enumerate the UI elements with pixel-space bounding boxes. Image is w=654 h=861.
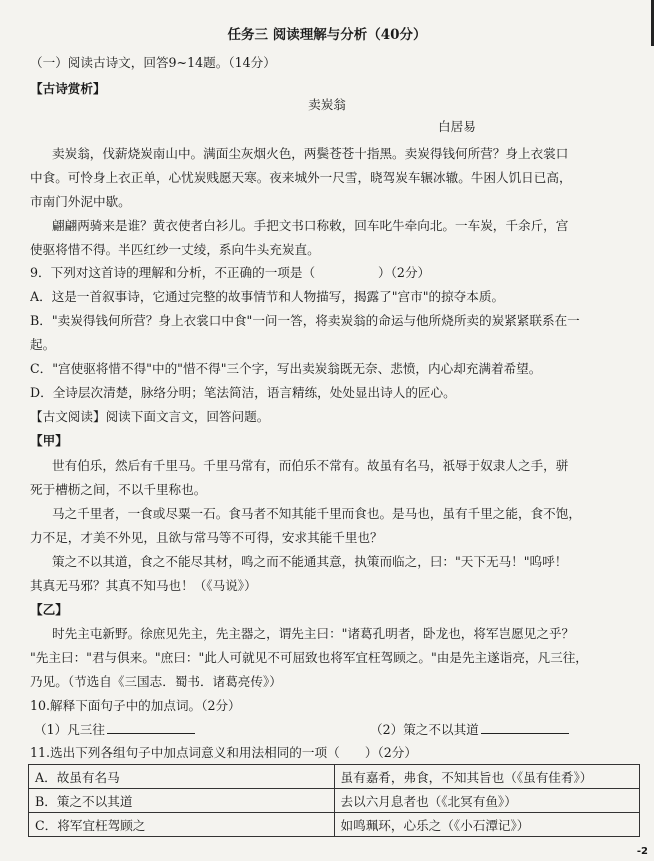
table-row bbox=[29, 789, 640, 813]
jia-tag: 【甲】 bbox=[30, 433, 68, 448]
poem-line: 卖炭翁，伐薪烧炭南山中。满面尘灰烟火色，两鬓苍苍十指黑。卖炭得钱何所营？身上衣裳口 bbox=[52, 146, 569, 161]
yi-tag: 【乙】 bbox=[30, 602, 68, 617]
q11-stem: 11.选出下列各组句子中加点词意义和用法相同的一项（ ）（2分） bbox=[30, 745, 417, 760]
task-title: 任务三 阅读理解与分析（40分） bbox=[227, 27, 427, 43]
q9-option-b: B．"卖炭得钱何所营？身上衣裳口中食"一问一答，将卖炭翁的命运与他所烧所卖的炭紧紧联系在一 bbox=[30, 313, 580, 328]
jia-line: 其真无马邪？其真不知马也！（《马说》） bbox=[30, 578, 257, 593]
table-row bbox=[29, 813, 640, 837]
prose-tag: 【古文阅读】阅读下面文言文，回答问题。 bbox=[30, 409, 270, 424]
q10-item-1-label: （1）凡三往 bbox=[34, 722, 105, 737]
q11-row-b-left: B．策之不以其道 bbox=[29, 789, 335, 813]
q9-option-a: A．这是一首叙事诗，它通过完整的故事情节和人物描写，揭露了"宫市"的掠夺本质。 bbox=[30, 289, 505, 304]
q9-option-b-cont: 起。 bbox=[30, 337, 56, 352]
q9-option-d: D．全诗层次清楚，脉络分明；笔法简洁，语言精练，处处显出诗人的匠心。 bbox=[30, 385, 456, 400]
jia-line: 世有伯乐，然后有千里马。千里马常有，而伯乐不常有。故虽有名马，祇辱于奴隶人之手，骈 bbox=[52, 458, 569, 473]
poem-line: 翩翩两骑来是谁？黄衣使者白衫儿。手把文书口称敕，回车叱牛牵向北。一车炭，千余斤，宫 bbox=[52, 218, 569, 233]
yi-line: 乃见。（节选自《三国志．蜀书．诸葛亮传》） bbox=[30, 674, 282, 689]
q11-row-b-right: 去以六月息者也（《北冥有鱼》） bbox=[334, 789, 640, 813]
q10-answer-2[interactable] bbox=[481, 721, 569, 734]
poem-line: 使驱将惜不得。半匹红纱一丈绫，系向牛头充炭直。 bbox=[30, 242, 320, 257]
poem-title: 卖炭翁 bbox=[308, 97, 346, 112]
q10-answer-1[interactable] bbox=[107, 721, 195, 734]
section-intro: （一）阅读古诗文，回答9~14题。（14分） bbox=[30, 55, 276, 70]
q10-item-2-label: （2）策之不以其道 bbox=[370, 722, 479, 737]
jia-line: 死于槽枥之间，不以千里称也。 bbox=[30, 482, 207, 497]
q10-stem: 10.解释下面句子中的加点词。（2分） bbox=[30, 698, 241, 713]
poem-line: 市南门外泥中歇。 bbox=[30, 194, 131, 209]
q9-stem: 9．下列对这首诗的理解和分析，不正确的一项是（ ）（2分） bbox=[30, 265, 431, 280]
poem-line: 中食。可怜身上衣正单，心忧炭贱愿天寒。夜来城外一尺雪，晓驾炭车辗冰辙。牛困人饥日已高， bbox=[30, 170, 572, 185]
q10-item-1 bbox=[34, 721, 334, 739]
q11-row-c-left: C．将军宜枉驾顾之 bbox=[29, 813, 335, 837]
jia-line: 力不足，才美不外见，且欲与常马等不可得，安求其能千里也？ bbox=[30, 530, 383, 545]
q11-row-c-right: 如鸣珮环，心乐之（《小石潭记》） bbox=[334, 813, 640, 837]
q10-item-2 bbox=[370, 721, 640, 739]
yi-line: "先主曰："君与俱来。"庶曰："此人可就见不可屈致也将军宜枉驾顾之。"由是先主遂诣亮，凡三往， bbox=[30, 650, 588, 665]
poem-author: 白居易 bbox=[438, 119, 476, 134]
q9-option-c: C．"宫使驱将惜不得"中的"惜不得"三个字，写出卖炭翁既无奈、悲愤，内心却充满着希望。 bbox=[30, 361, 542, 376]
jia-line: 马之千里者，一食或尽粟一石。食马者不知其能千里而食也。是马也，虽有千里之能，食不饱， bbox=[52, 506, 581, 521]
q11-row-a-left: A．故虽有名马 bbox=[29, 765, 335, 789]
page-number: -2 bbox=[636, 846, 648, 857]
poem-tag: 【古诗赏析】 bbox=[30, 81, 106, 96]
jia-line: 策之不以其道，食之不能尽其材，鸣之而不能通其意，执策而临之，曰："天下无马！"呜呼！ bbox=[52, 554, 568, 569]
yi-line: 时先主屯新野。徐庶见先主，先主器之，谓先主曰："诸葛孔明者，卧龙也，将军岂愿见之乎？ bbox=[52, 626, 575, 641]
q11-options-table bbox=[28, 764, 640, 837]
table-row bbox=[29, 765, 640, 789]
q11-row-a-right: 虽有嘉肴，弗食，不知其旨也（《虽有佳肴》） bbox=[334, 765, 640, 789]
